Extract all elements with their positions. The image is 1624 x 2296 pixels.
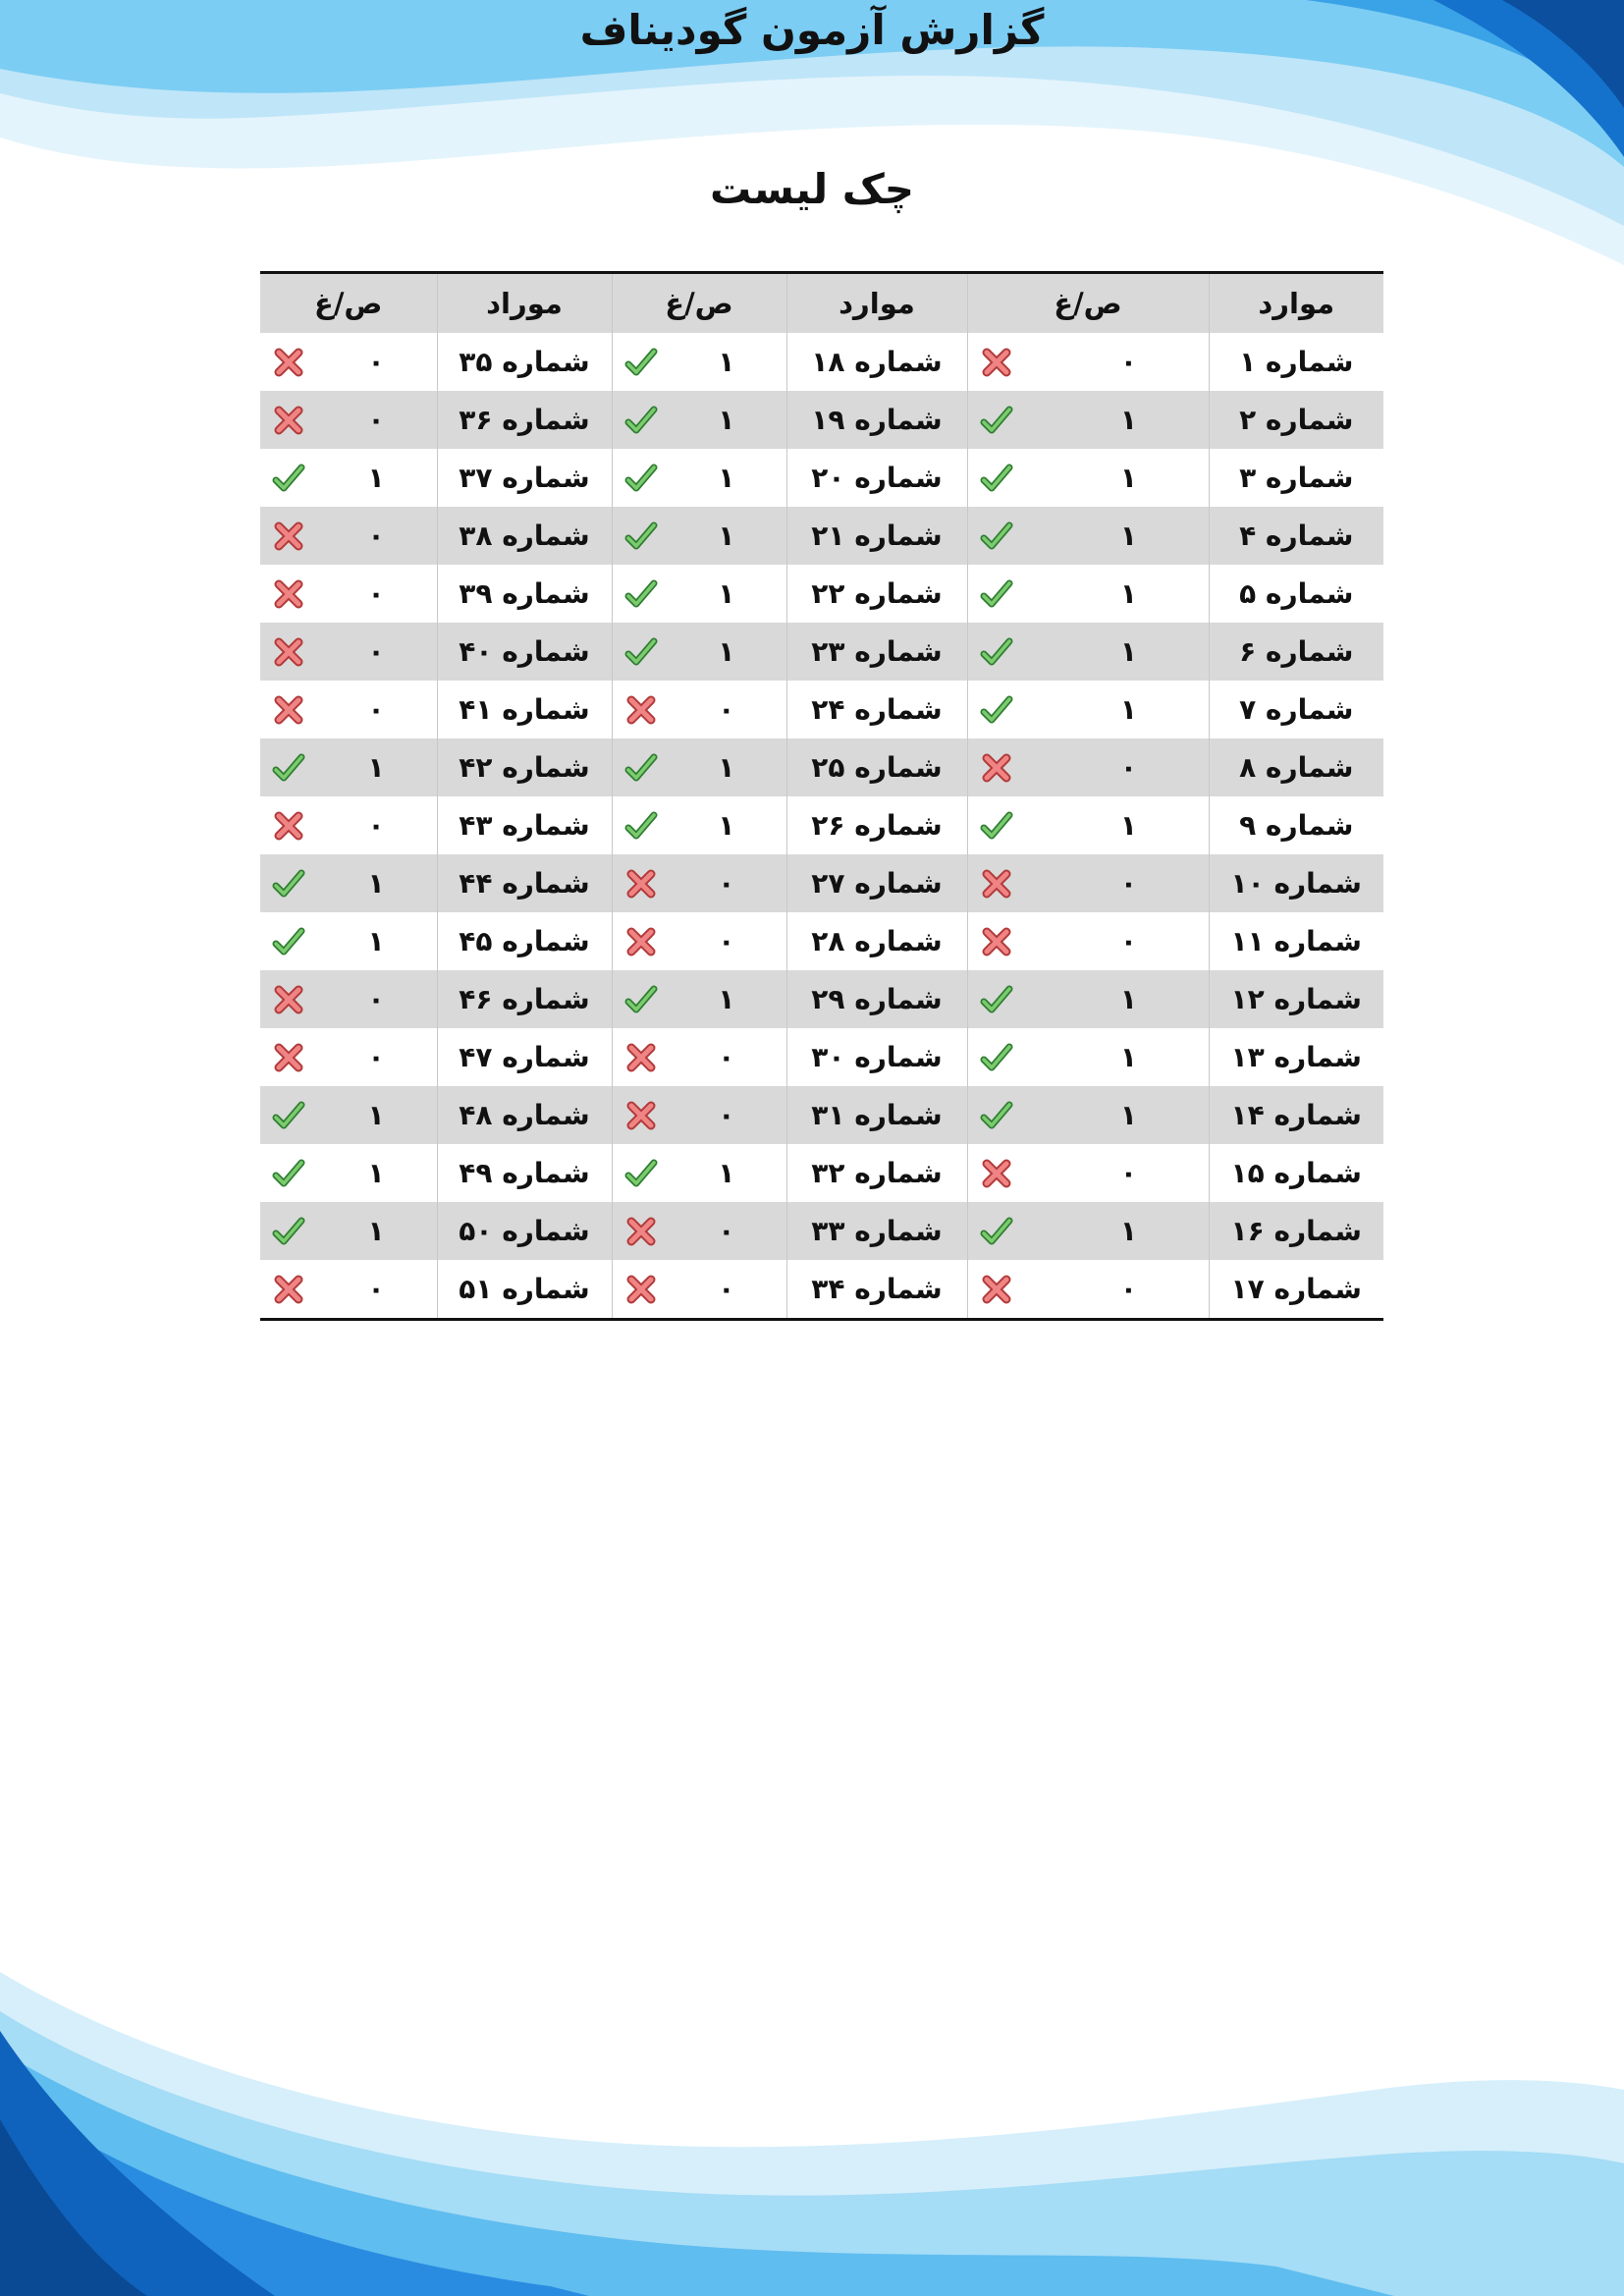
score-value: ۱	[367, 751, 385, 784]
score-value: ۰	[718, 1215, 735, 1247]
item-label: شماره ۴۴	[437, 854, 612, 912]
check-icon	[980, 1099, 1013, 1132]
item-label: شماره ۳	[1209, 449, 1383, 507]
score-cell	[612, 1028, 786, 1086]
score-cell	[967, 1028, 1209, 1086]
item-label: شماره ۲۳	[786, 623, 967, 681]
check-icon	[272, 925, 305, 958]
table-row	[260, 1028, 1383, 1086]
item-label: شماره ۴۰	[437, 623, 612, 681]
score-value: ۰	[718, 1041, 735, 1073]
check-icon	[624, 346, 658, 379]
score-cell	[612, 449, 786, 507]
item-label: شماره ۳۱	[786, 1086, 967, 1144]
score-cell	[967, 854, 1209, 912]
bottom-wave-decoration	[0, 1972, 1624, 2296]
cross-icon	[272, 404, 305, 437]
item-label: شماره ۴۷	[437, 1028, 612, 1086]
item-label: شماره ۴۹	[437, 1144, 612, 1202]
cross-icon	[624, 1273, 658, 1306]
cross-icon	[624, 867, 658, 901]
item-label: شماره ۸	[1209, 738, 1383, 796]
item-label: شماره ۹	[1209, 796, 1383, 854]
item-label: شماره ۱۳	[1209, 1028, 1383, 1086]
score-value: ۱	[718, 751, 735, 784]
item-label: شماره ۱۸	[786, 333, 967, 391]
score-cell	[260, 1202, 437, 1260]
check-icon	[272, 867, 305, 901]
check-icon	[272, 1157, 305, 1190]
check-icon	[980, 519, 1013, 553]
score-value: ۰	[367, 635, 385, 668]
item-label: شماره ۱۷	[1209, 1260, 1383, 1320]
item-label: شماره ۶	[1209, 623, 1383, 681]
cross-icon	[980, 1157, 1013, 1190]
item-label: شماره ۴۸	[437, 1086, 612, 1144]
cross-icon	[272, 983, 305, 1016]
item-label: شماره ۲۰	[786, 449, 967, 507]
item-label: شماره ۲۴	[786, 681, 967, 738]
item-label: شماره ۲	[1209, 391, 1383, 449]
score-cell	[612, 1144, 786, 1202]
cross-icon	[272, 809, 305, 843]
cross-icon	[624, 1041, 658, 1074]
score-cell	[260, 333, 437, 391]
score-cell	[260, 970, 437, 1028]
item-label: شماره ۳۷	[437, 449, 612, 507]
score-value: ۱	[1119, 635, 1137, 668]
table-row	[260, 623, 1383, 681]
table-row	[260, 970, 1383, 1028]
score-value: ۱	[367, 1099, 385, 1131]
score-value: ۰	[367, 1041, 385, 1073]
score-value: ۰	[718, 1273, 735, 1305]
check-icon	[980, 983, 1013, 1016]
table-row	[260, 796, 1383, 854]
item-label: شماره ۴۶	[437, 970, 612, 1028]
cross-icon	[624, 1099, 658, 1132]
score-cell	[967, 970, 1209, 1028]
score-value: ۰	[1119, 751, 1137, 784]
score-value: ۱	[1119, 1041, 1137, 1073]
score-cell	[260, 1086, 437, 1144]
score-cell	[612, 1086, 786, 1144]
report-title: گزارش آزمون گودیناف	[579, 6, 1045, 54]
score-value: ۰	[718, 925, 735, 957]
score-cell	[967, 796, 1209, 854]
table-row	[260, 1260, 1383, 1320]
item-label: شماره ۲۸	[786, 912, 967, 970]
check-icon	[624, 462, 658, 495]
check-icon	[624, 404, 658, 437]
check-icon	[624, 809, 658, 843]
item-label: شماره ۴	[1209, 507, 1383, 565]
score-cell	[260, 507, 437, 565]
score-cell	[967, 391, 1209, 449]
item-label: شماره ۴۱	[437, 681, 612, 738]
score-cell	[260, 565, 437, 623]
score-value: ۰	[718, 693, 735, 726]
score-cell	[260, 1144, 437, 1202]
cross-icon	[272, 577, 305, 611]
score-value: ۰	[718, 867, 735, 900]
score-cell	[612, 738, 786, 796]
score-value: ۰	[1119, 1157, 1137, 1189]
score-value: ۱	[367, 462, 385, 494]
cross-icon	[980, 346, 1013, 379]
item-label: شماره ۵۰	[437, 1202, 612, 1260]
item-label: شماره ۲۵	[786, 738, 967, 796]
check-icon	[272, 462, 305, 495]
table-row	[260, 1086, 1383, 1144]
score-value: ۱	[718, 346, 735, 378]
score-cell	[967, 738, 1209, 796]
cross-icon	[624, 693, 658, 727]
score-value: ۰	[1119, 346, 1137, 378]
checklist-table	[260, 271, 1383, 1321]
table-row	[260, 738, 1383, 796]
item-label: شماره ۷	[1209, 681, 1383, 738]
item-label: شماره ۳۳	[786, 1202, 967, 1260]
item-label: شماره ۲۲	[786, 565, 967, 623]
cross-icon	[980, 1273, 1013, 1306]
column-header-score: ص/غ	[260, 273, 437, 334]
score-value: ۱	[367, 867, 385, 900]
cross-icon	[980, 867, 1013, 901]
score-cell	[612, 623, 786, 681]
score-value: ۱	[1119, 983, 1137, 1015]
score-cell	[260, 738, 437, 796]
score-value: ۰	[1119, 867, 1137, 900]
table-row	[260, 449, 1383, 507]
score-value: ۱	[367, 925, 385, 957]
score-value: ۰	[367, 1273, 385, 1305]
cross-icon	[272, 693, 305, 727]
cross-icon	[272, 1041, 305, 1074]
column-header-score: ص/غ	[967, 273, 1209, 334]
item-label: شماره ۳۵	[437, 333, 612, 391]
item-label: شماره ۴۳	[437, 796, 612, 854]
score-cell	[967, 507, 1209, 565]
check-icon	[980, 635, 1013, 669]
check-icon	[980, 809, 1013, 843]
check-icon	[980, 1215, 1013, 1248]
table-row	[260, 391, 1383, 449]
score-cell	[612, 854, 786, 912]
check-icon	[624, 577, 658, 611]
table-row	[260, 333, 1383, 391]
score-value: ۱	[1119, 693, 1137, 726]
cross-icon	[624, 1215, 658, 1248]
score-value: ۱	[718, 1157, 735, 1189]
item-label: شماره ۲۶	[786, 796, 967, 854]
column-header-items: موراد	[437, 273, 612, 334]
score-cell	[260, 796, 437, 854]
item-label: شماره ۳۸	[437, 507, 612, 565]
item-label: شماره ۳۰	[786, 1028, 967, 1086]
item-label: شماره ۲۱	[786, 507, 967, 565]
score-value: ۱	[718, 809, 735, 842]
item-label: شماره ۱۲	[1209, 970, 1383, 1028]
score-cell	[967, 565, 1209, 623]
score-value: ۱	[1119, 1215, 1137, 1247]
item-label: شماره ۱۴	[1209, 1086, 1383, 1144]
check-icon	[272, 751, 305, 785]
check-icon	[624, 1157, 658, 1190]
score-cell	[967, 681, 1209, 738]
cross-icon	[272, 346, 305, 379]
checklist-body	[260, 333, 1383, 1320]
column-header-score: ص/غ	[612, 273, 786, 334]
score-value: ۱	[1119, 809, 1137, 842]
check-icon	[980, 693, 1013, 727]
item-label: شماره ۲۹	[786, 970, 967, 1028]
score-cell	[260, 1028, 437, 1086]
column-header-items: موارد	[786, 273, 967, 334]
score-cell	[967, 333, 1209, 391]
score-value: ۰	[718, 1099, 735, 1131]
score-value: ۱	[367, 1157, 385, 1189]
check-icon	[624, 751, 658, 785]
score-value: ۱	[718, 462, 735, 494]
check-icon	[624, 635, 658, 669]
item-label: شماره ۲۷	[786, 854, 967, 912]
table-row	[260, 507, 1383, 565]
score-cell	[612, 681, 786, 738]
check-icon	[624, 519, 658, 553]
score-cell	[612, 1202, 786, 1260]
check-icon	[980, 404, 1013, 437]
score-value: ۰	[367, 577, 385, 610]
item-label: شماره ۱۵	[1209, 1144, 1383, 1202]
score-value: ۰	[1119, 925, 1137, 957]
score-cell	[967, 623, 1209, 681]
score-cell	[967, 912, 1209, 970]
cross-icon	[272, 519, 305, 553]
score-cell	[260, 681, 437, 738]
table-row	[260, 681, 1383, 738]
score-value: ۱	[1119, 404, 1137, 436]
check-icon	[980, 577, 1013, 611]
score-value: ۱	[718, 404, 735, 436]
score-cell	[967, 1202, 1209, 1260]
score-value: ۱	[718, 983, 735, 1015]
score-value: ۰	[367, 346, 385, 378]
score-value: ۰	[1119, 1273, 1137, 1305]
item-label: شماره ۴۵	[437, 912, 612, 970]
score-value: ۱	[718, 635, 735, 668]
score-value: ۱	[1119, 577, 1137, 610]
score-cell	[612, 796, 786, 854]
item-label: شماره ۳۴	[786, 1260, 967, 1320]
cross-icon	[980, 925, 1013, 958]
item-label: شماره ۵۱	[437, 1260, 612, 1320]
score-value: ۰	[367, 983, 385, 1015]
cross-icon	[624, 925, 658, 958]
score-value: ۱	[1119, 1099, 1137, 1131]
score-value: ۰	[367, 693, 385, 726]
item-label: شماره ۵	[1209, 565, 1383, 623]
table-header-row	[260, 273, 1383, 334]
score-cell	[612, 970, 786, 1028]
score-cell	[260, 449, 437, 507]
score-cell	[612, 333, 786, 391]
cross-icon	[272, 1273, 305, 1306]
score-cell	[260, 623, 437, 681]
cross-icon	[980, 751, 1013, 785]
score-value: ۱	[718, 519, 735, 552]
score-cell	[260, 912, 437, 970]
cross-icon	[272, 635, 305, 669]
check-icon	[980, 462, 1013, 495]
item-label: شماره ۱۶	[1209, 1202, 1383, 1260]
column-header-items: موارد	[1209, 273, 1383, 334]
score-cell	[612, 507, 786, 565]
item-label: شماره ۳۶	[437, 391, 612, 449]
check-icon	[272, 1099, 305, 1132]
item-label: شماره ۳۲	[786, 1144, 967, 1202]
score-value: ۰	[367, 519, 385, 552]
score-value: ۱	[1119, 462, 1137, 494]
table-row	[260, 565, 1383, 623]
check-icon	[272, 1215, 305, 1248]
check-icon	[980, 1041, 1013, 1074]
score-cell	[612, 391, 786, 449]
table-row	[260, 912, 1383, 970]
score-value: ۰	[367, 404, 385, 436]
item-label: شماره ۱۰	[1209, 854, 1383, 912]
score-cell	[260, 854, 437, 912]
item-label: شماره ۱	[1209, 333, 1383, 391]
checklist-title: چک لیست	[709, 165, 914, 213]
score-cell	[967, 1144, 1209, 1202]
item-label: شماره ۱۱	[1209, 912, 1383, 970]
check-icon	[624, 983, 658, 1016]
score-cell	[967, 1086, 1209, 1144]
item-label: شماره ۴۲	[437, 738, 612, 796]
score-value: ۱	[367, 1215, 385, 1247]
item-label: شماره ۱۹	[786, 391, 967, 449]
score-cell	[612, 565, 786, 623]
table-row	[260, 854, 1383, 912]
score-cell	[612, 1260, 786, 1320]
score-cell	[612, 912, 786, 970]
score-cell	[260, 1260, 437, 1320]
score-value: ۱	[1119, 519, 1137, 552]
score-value: ۱	[718, 577, 735, 610]
score-cell	[967, 1260, 1209, 1320]
table-row	[260, 1144, 1383, 1202]
table-row	[260, 1202, 1383, 1260]
score-cell	[260, 391, 437, 449]
score-cell	[967, 449, 1209, 507]
score-value: ۰	[367, 809, 385, 842]
item-label: شماره ۳۹	[437, 565, 612, 623]
